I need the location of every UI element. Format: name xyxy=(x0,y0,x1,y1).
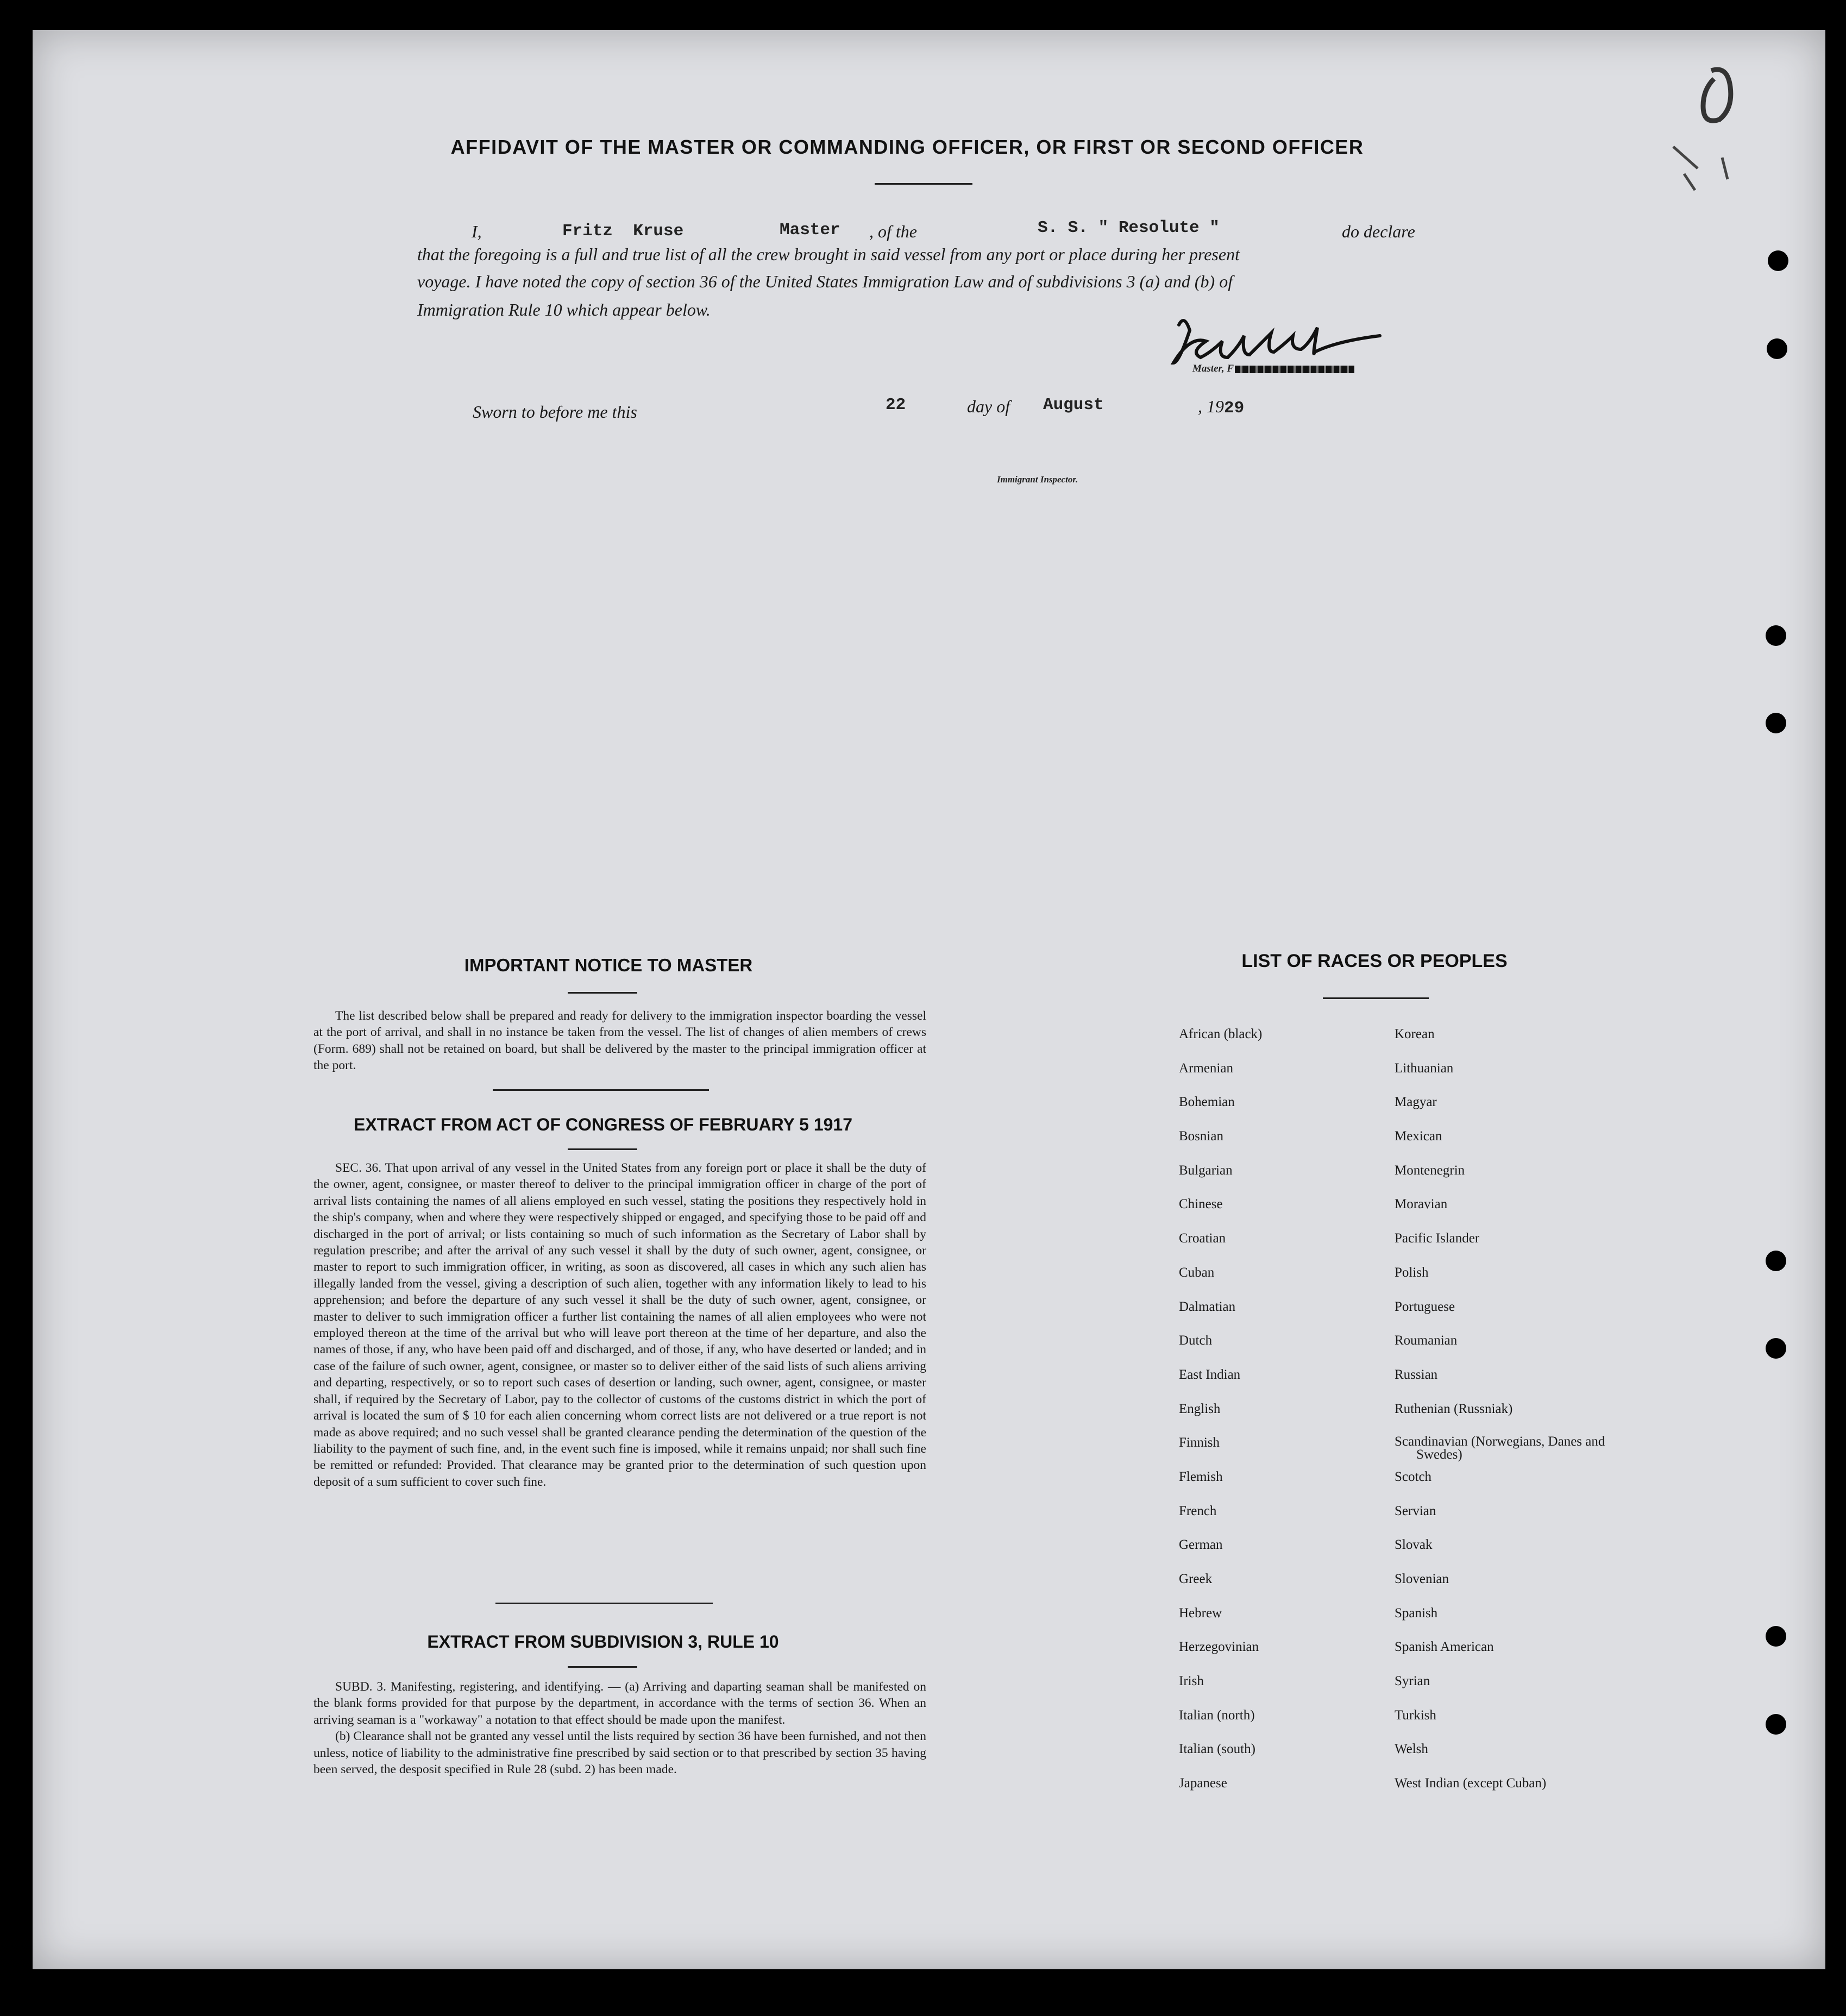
title-rule xyxy=(875,183,972,185)
race-row xyxy=(1179,1742,1646,1776)
year-prefix: , 19 xyxy=(1198,397,1224,416)
struck-out-text xyxy=(1235,366,1354,373)
race-right-item: Turkish xyxy=(1395,1707,1436,1723)
race-row xyxy=(1179,1061,1646,1095)
race-left-item: Armenian xyxy=(1179,1060,1233,1076)
race-left-item: Chinese xyxy=(1179,1197,1223,1212)
race-right-item: Servian xyxy=(1395,1503,1436,1518)
race-right-item: Scotch xyxy=(1395,1469,1432,1484)
extract-act-rule xyxy=(568,1148,637,1150)
race-right-item: Montenegrin xyxy=(1395,1163,1465,1178)
binder-hole xyxy=(1766,713,1786,733)
binder-hole xyxy=(1767,338,1787,359)
race-row xyxy=(1179,1537,1646,1572)
race-left-item: Dutch xyxy=(1179,1333,1213,1348)
race-right-item: Korean xyxy=(1395,1027,1435,1041)
race-left-item: Flemish xyxy=(1179,1469,1223,1484)
race-left-item: French xyxy=(1179,1503,1217,1518)
extract-rule-body xyxy=(313,1679,926,1778)
race-left-item: Finnish xyxy=(1179,1435,1220,1450)
affidavit-i: I, xyxy=(472,222,482,241)
race-row xyxy=(1179,1027,1646,1061)
pencil-mark-icon xyxy=(1652,49,1760,201)
races-list xyxy=(1179,1027,1646,1810)
race-row xyxy=(1179,1572,1646,1606)
race-row xyxy=(1179,1197,1646,1231)
master-label-text: Master, F xyxy=(1192,363,1234,374)
affidavit-line-2: that the foregoing is a full and true list of all the crew brought in said vessel from any port or place during her present xyxy=(417,244,1240,264)
race-left-item: Bulgarian xyxy=(1179,1163,1233,1178)
race-row xyxy=(1179,1231,1646,1265)
binder-hole xyxy=(1766,625,1786,646)
race-row xyxy=(1179,1708,1646,1742)
race-right-item: Slovak xyxy=(1395,1537,1433,1553)
notice-rule xyxy=(568,992,637,994)
affidavit-of-the: , of the xyxy=(869,222,917,241)
race-row xyxy=(1179,1469,1646,1504)
sworn-year xyxy=(1198,397,1244,418)
binder-hole xyxy=(1766,1626,1786,1647)
race-row xyxy=(1179,1435,1646,1469)
race-left-item: Bohemian xyxy=(1179,1095,1235,1110)
race-row xyxy=(1179,1265,1646,1299)
race-left-item: Italian (south) xyxy=(1179,1742,1255,1757)
master-signature xyxy=(1157,309,1412,368)
race-left-item: Italian (north) xyxy=(1179,1707,1255,1723)
section-36-paragraph: SEC. 36. That upon arrival of any vessel in the United States from any foreign port or place it shall be the duty of the owner, agent, consignee, or master thereof to deliver to the principal immigration officer in charge of the port of arrival lists containing the names of all aliens employed en such vessel, stating the positions they respectively hold in the ship's company, when and where they were respectively shipped or engaged, and specifying those to be paid off and discharged in the port of arrival; or lists containing so much of such information as the Secretary of Labor shall by regulation prescribe; and after the arrival of any such vessel it shall by the duty of such owner, agent, consignee, or master to report to such immigration officer, in writing, as soon as discovered, all cases in which any such alien has illegally landed from the vessel, giving a description of such alien, together with any information likely to lead to his apprehension; and before the departure of any such vessel it shall be the duty of such owner, agent, consignee, or master to deliver to such immigration officer a further list containing the names of all alien employees who were not employed thereon at the time of the arrival but who will leave port thereon at the time of her departure, and also the names of those, if any, who have been paid off and discharged, and of those, if any, who have deserted or landed; and in case of the failure of such owner, agent, consignee, or master so to deliver either of the said lists of such aliens arriving and departing, respectively, or so to report such cases of desertion or landing, such owner, agent, consignee, or master shall, if required by the Secretary of Labor, pay to the collector of customs of the customs district in which the port of arrival is located the sum of $ 10 for each alien concerning whom correct lists are not delivered or a true report is not made as above required; and no such vessel shall be granted clearance pending the determination of the question of the liability to the payment of such fine, and, in the event such fine is imposed, while it remains unpaid; nor shall such fine be remitted or refunded: Provided. That clearance may be granted prior to the determination of such question upon deposit of a sum sufficient to cover such fine. xyxy=(313,1161,926,1489)
race-right-item: Ruthenian (Russniak) xyxy=(1395,1401,1513,1416)
race-right-item: Mexican xyxy=(1395,1129,1442,1144)
race-row xyxy=(1179,1640,1646,1674)
race-right-item: Lithuanian xyxy=(1395,1060,1454,1076)
race-left-item: Dalmatian xyxy=(1179,1299,1236,1314)
race-left-item: Greek xyxy=(1179,1572,1213,1586)
race-right-item: Slovenian xyxy=(1395,1572,1449,1586)
race-right-item: Pacific Islander xyxy=(1395,1231,1480,1246)
race-row xyxy=(1179,1163,1646,1197)
race-right-item: Spanish xyxy=(1395,1605,1438,1621)
race-row xyxy=(1179,1299,1646,1334)
race-right-item: Russian xyxy=(1395,1367,1438,1382)
subd-a-paragraph: SUBD. 3. Manifesting, registering, and identifying. — (a) Arriving and daparting seaman shall be manifested on the blank forms provided for that purpose by the department, in accordance with the terms of section 36. When an arriving seaman is a "workaway" a notation to that effect should be made upon the manifest. xyxy=(313,1680,926,1727)
sworn-label: Sworn to before me this xyxy=(473,402,637,422)
race-right-item: Moravian xyxy=(1395,1197,1448,1212)
affidavit-line-4: Immigration Rule 10 which appear below. xyxy=(417,300,711,319)
extract-act-title: EXTRACT FROM ACT OF CONGRESS OF FEBRUARY 5 1917 xyxy=(353,1115,853,1134)
day-of-label: day of xyxy=(967,397,1010,416)
race-left-item: Herzegovinian xyxy=(1179,1640,1259,1655)
race-left-item: Cuban xyxy=(1179,1265,1215,1280)
sworn-month: August xyxy=(1043,395,1104,414)
notice-title: IMPORTANT NOTICE TO MASTER xyxy=(464,955,753,975)
race-left-item: Croatian xyxy=(1179,1231,1226,1246)
extract-act-body xyxy=(313,1160,926,1490)
affidavit-title: AFFIDAVIT OF THE MASTER OR COMMANDING OFFICER, OR FIRST OR SECOND OFFICER xyxy=(450,136,1364,158)
race-right-item: Magyar xyxy=(1395,1095,1437,1110)
inspector-label: Immigrant Inspector. xyxy=(997,474,1078,485)
year-suffix: 29 xyxy=(1224,399,1245,418)
race-right-item: Scandinavian (Norwegians, Danes and Swedes) xyxy=(1395,1434,1605,1462)
binder-hole xyxy=(1766,1714,1786,1735)
binder-hole xyxy=(1766,1251,1786,1271)
race-right-item: Roumanian xyxy=(1395,1333,1458,1348)
race-left-item: Hebrew xyxy=(1179,1605,1222,1621)
master-signature-label xyxy=(1192,363,1354,375)
race-row xyxy=(1179,1402,1646,1436)
race-row xyxy=(1179,1095,1646,1129)
race-row xyxy=(1179,1504,1646,1538)
race-row xyxy=(1179,1674,1646,1708)
section-rule xyxy=(493,1089,709,1091)
race-row xyxy=(1179,1606,1646,1640)
notice-paragraph: The list described below shall be prepared and ready for delivery to the immigration inspector boarding the vessel at the port of arrival, and shall in no instance be taken from the vessel. The list of changes of alien members of crews (Form. 689) shall not be retained on board, but shall be delivered by the master to the principal immigration officer at the port. xyxy=(313,1009,926,1073)
race-left-item: Irish xyxy=(1179,1674,1204,1689)
binder-hole xyxy=(1768,250,1788,271)
extract-rule-title: EXTRACT FROM SUBDIVISION 3, RULE 10 xyxy=(427,1632,779,1651)
notice-body xyxy=(313,1008,926,1074)
race-left-item: Bosnian xyxy=(1179,1129,1223,1144)
race-left-item: East Indian xyxy=(1179,1367,1241,1382)
race-left-item: German xyxy=(1179,1537,1223,1553)
master-rank: Master xyxy=(780,221,840,240)
race-left-item: African (black) xyxy=(1179,1027,1263,1041)
affidavit-line-3: voyage. I have noted the copy of section 36 of the United States Immigration Law and of subdivisions 3 (a) and (b) of xyxy=(417,272,1233,291)
race-left-item: English xyxy=(1179,1401,1221,1416)
race-right-item: Polish xyxy=(1395,1265,1429,1280)
affidavit-do-declare: do declare xyxy=(1342,222,1415,241)
race-right-item: Portuguese xyxy=(1395,1299,1455,1314)
races-rule xyxy=(1323,997,1429,999)
vessel-name: S. S. " Resolute " xyxy=(1038,218,1220,237)
race-row xyxy=(1179,1367,1646,1402)
race-right-item: Syrian xyxy=(1395,1674,1430,1689)
race-left-item: Japanese xyxy=(1179,1776,1227,1791)
race-right-item: West Indian (except Cuban) xyxy=(1395,1776,1547,1791)
race-right-item: Welsh xyxy=(1395,1742,1428,1757)
section-rule xyxy=(495,1603,713,1604)
race-row xyxy=(1179,1129,1646,1163)
race-row xyxy=(1179,1333,1646,1367)
subd-b-paragraph: (b) Clearance shall not be granted any vessel until the lists required by section 36 have been furnished, and not then unless, notice of liability to the administrative fine prescribed by said section or to that prescribed by section 35 having been served, the desposit specified in Rule 28 (subd. 2) has been made. xyxy=(313,1729,926,1777)
race-right-item: Spanish American xyxy=(1395,1640,1494,1655)
race-row xyxy=(1179,1776,1646,1810)
races-title: LIST OF RACES OR PEOPLES xyxy=(1241,951,1508,971)
master-name: Fritz Kruse xyxy=(562,222,684,241)
sworn-day: 22 xyxy=(886,395,906,414)
extract-rule-rule xyxy=(568,1666,637,1668)
binder-hole xyxy=(1766,1338,1786,1359)
